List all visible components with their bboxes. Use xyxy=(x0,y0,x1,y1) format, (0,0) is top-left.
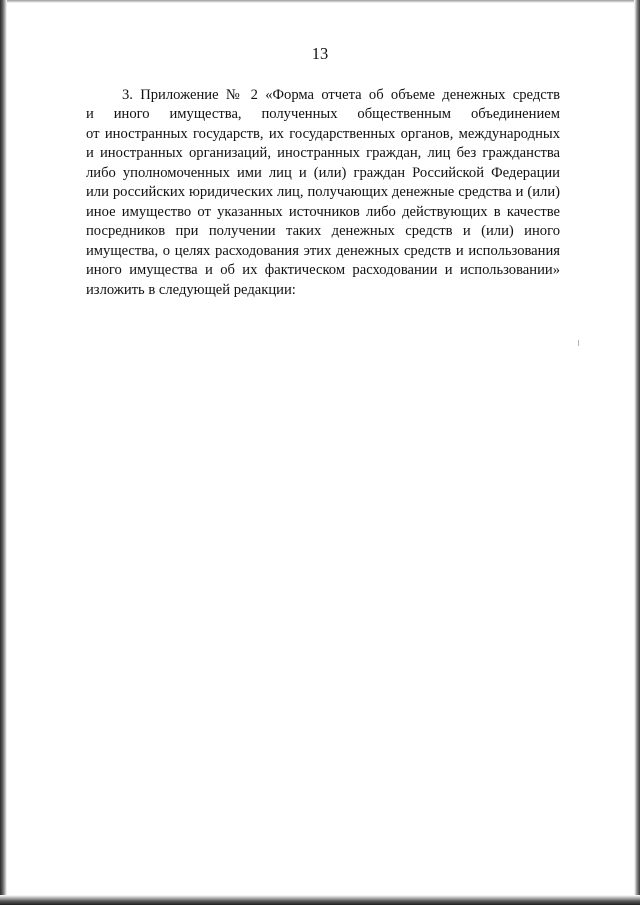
paragraph-line: и иного имущества, полученных общественным объединением xyxy=(86,106,560,123)
paragraph-line: или российских юридических лиц, получающих денежные средства и (или) xyxy=(86,184,560,201)
paragraph-line: от иностранных государств, их государственных органов, международных xyxy=(86,125,560,142)
scan-edge-left xyxy=(0,0,7,905)
paragraph-line: имущества, о целях расходования этих денежных средств и использования xyxy=(86,242,560,259)
paragraph-3 xyxy=(86,86,560,300)
scan-edge-bottom xyxy=(0,895,640,905)
paragraph-line: иное имущество от указанных источников либо действующих в качестве xyxy=(86,203,560,220)
paragraph-line: иного имущества и об их фактическом расходовании и использовании» xyxy=(86,262,560,279)
paragraph-line: и иностранных организаций, иностранных граждан, лиц без гражданства xyxy=(86,145,560,162)
paragraph-line: посредников при получении таких денежных средств и (или) иного xyxy=(86,223,560,240)
scan-edge-top xyxy=(0,0,640,3)
scan-speck xyxy=(578,340,579,346)
paragraph-line: изложить в следующей редакции: xyxy=(86,281,296,298)
paragraph-line: либо уполномоченных ими лиц и (или) граждан Российской Федерации xyxy=(86,164,560,181)
page-number: 13 xyxy=(311,44,329,63)
scan-edge-right xyxy=(634,0,640,905)
paragraph-line: 3. Приложение № 2 «Форма отчета об объеме денежных средств xyxy=(122,87,560,103)
